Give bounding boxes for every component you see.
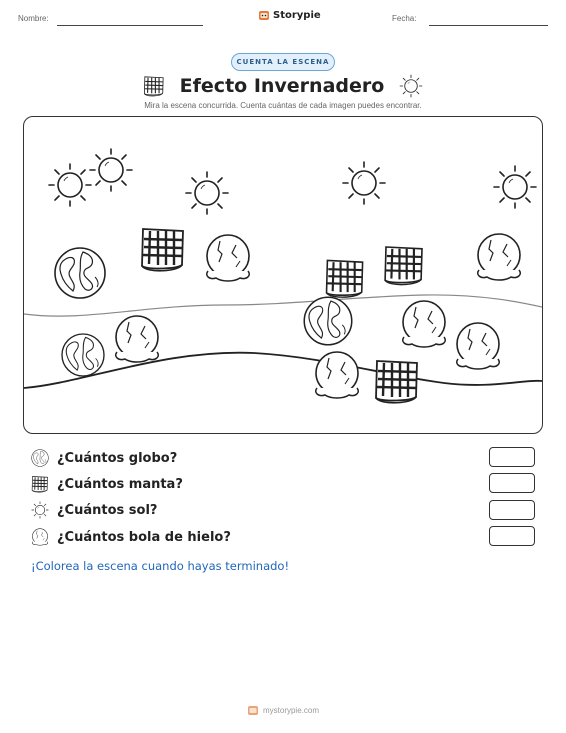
question-sun (31, 501, 157, 519)
question-ice-ball (31, 528, 231, 546)
footer (0, 704, 566, 716)
blanket-icon (31, 475, 49, 493)
sun-icon (31, 501, 49, 519)
globe-icon (55, 248, 105, 298)
storypie-logo-icon (247, 704, 259, 716)
globe-icon (304, 297, 352, 345)
scene-illustration[interactable] (23, 116, 543, 434)
ice-ball-icon (457, 323, 500, 369)
blanket-icon (142, 229, 183, 271)
instructions: Mira la escena concurrida. Cuenta cuántas de cada imagen puedes encontrar. (144, 101, 422, 110)
ice-ball-icon (316, 352, 359, 398)
globe-icon (62, 334, 104, 376)
sun-icon (90, 149, 132, 191)
ice-ball-icon (478, 234, 521, 280)
question-text: ¿Cuántos manta? (57, 476, 183, 492)
hill-line-top (24, 295, 542, 316)
ice-ball-icon (116, 316, 159, 362)
question-blanket (31, 475, 183, 493)
brand-logo (258, 9, 321, 21)
sun-icon (494, 166, 536, 208)
ice-ball-icon (31, 528, 49, 546)
blanket-icon (327, 260, 363, 297)
answer-box-globe[interactable] (489, 447, 535, 467)
sun-icon (186, 172, 228, 214)
date-field[interactable] (429, 25, 548, 26)
name-field[interactable] (57, 25, 203, 26)
globe-icon (31, 449, 49, 467)
sun-icon (399, 74, 423, 98)
page-title (0, 74, 566, 98)
answer-box-blanket[interactable] (489, 473, 535, 493)
storypie-logo-icon (258, 9, 270, 21)
question-text: ¿Cuántos sol? (57, 502, 158, 518)
coloring-instruction: ¡Colorea la escena cuando hayas terminado! (31, 559, 290, 573)
question-text: ¿Cuántos globo? (57, 450, 178, 466)
question-globe (31, 449, 177, 467)
activity-badge: CUENTA LA ESCENA (231, 53, 335, 71)
title-text: Efecto Invernadero (179, 75, 385, 97)
sun-icon (343, 162, 385, 204)
date-label: Fecha: (392, 14, 417, 23)
ice-ball-icon (207, 235, 250, 281)
answer-box-sun[interactable] (489, 500, 535, 520)
ice-ball-icon (403, 301, 446, 347)
footer-url: mystorypie.com (262, 705, 319, 715)
sun-icon (49, 164, 91, 206)
blanket-icon (376, 361, 417, 403)
brand-name: Storypie (273, 9, 321, 21)
question-text: ¿Cuántos bola de hielo? (57, 529, 231, 545)
blanket-icon (385, 247, 422, 285)
name-label: Nombre: (18, 14, 49, 23)
blanket-icon (143, 75, 165, 97)
answer-box-ice-ball[interactable] (489, 526, 535, 546)
